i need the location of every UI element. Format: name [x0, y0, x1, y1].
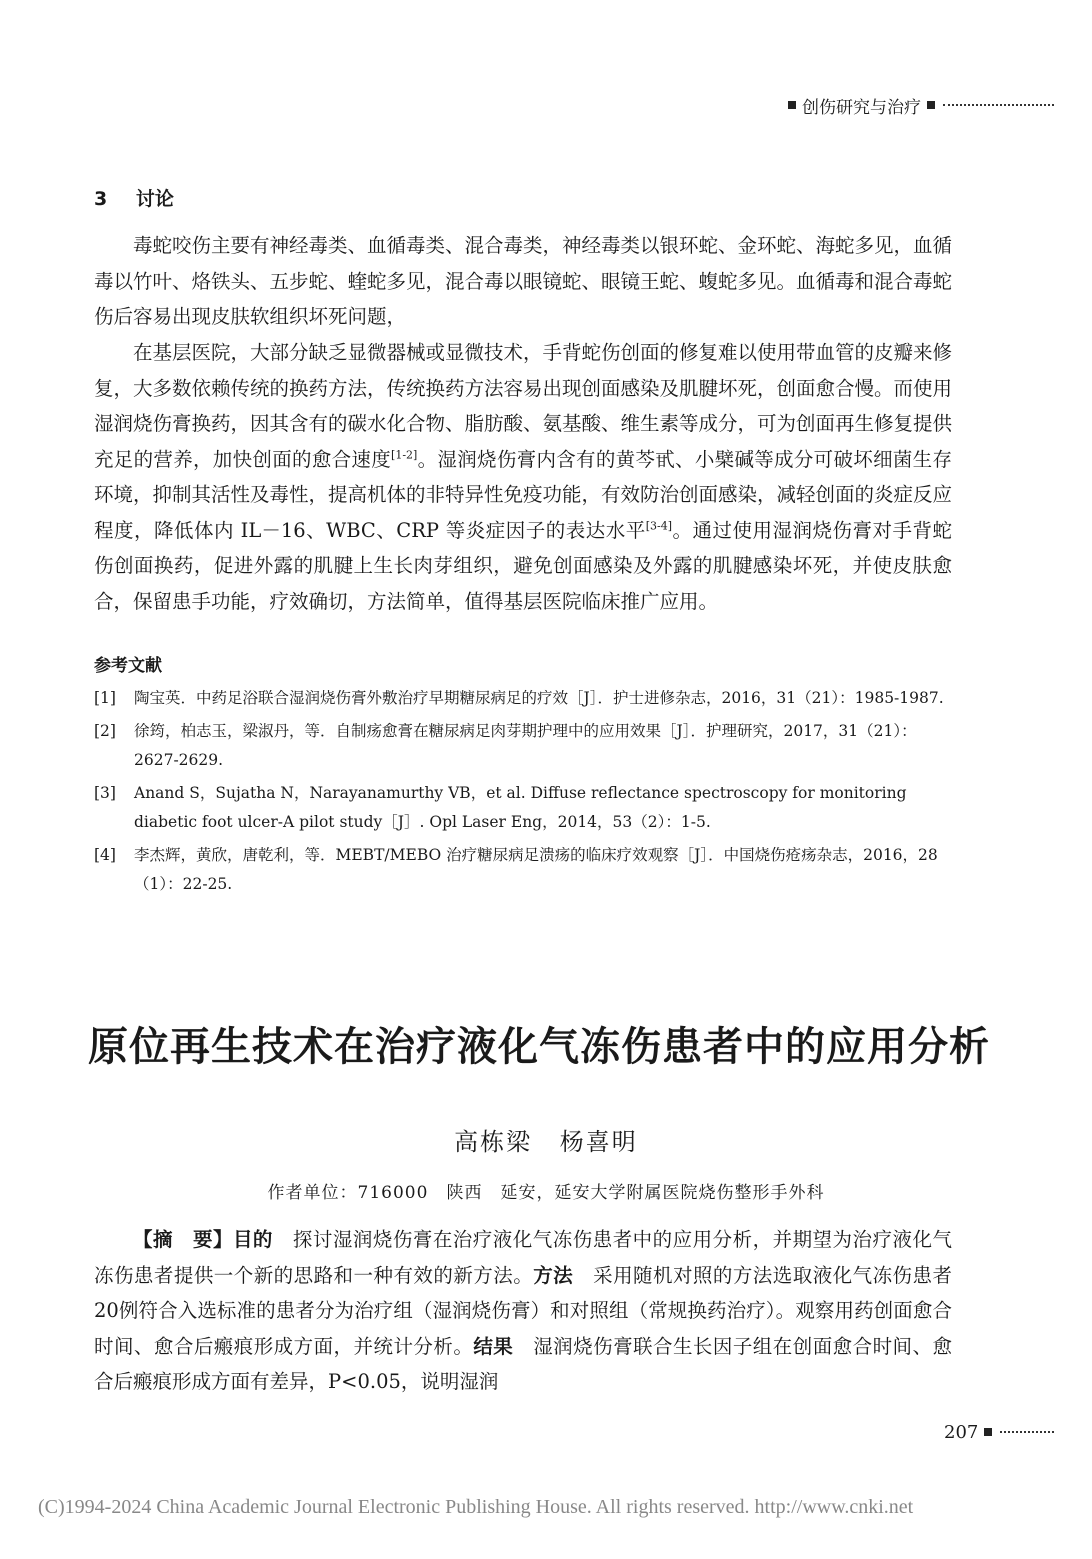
abstract-method-label: 方法: [533, 1263, 574, 1287]
article-authors: 高栋梁 杨喜明: [454, 1128, 638, 1156]
reference-text: 李杰辉，黄欣，唐乾利，等．MEBT/MEBO 治疗糖尿病足溃疡的临床疗效观察［J］．中国烧伤疮疡杂志，2016，28（1）：22-25.: [134, 846, 938, 893]
paragraph-2: [94, 335, 952, 619]
reference-id: [4]: [94, 846, 116, 864]
references-heading: 参考文献: [94, 656, 162, 676]
reference-item: [94, 684, 954, 713]
section-label: 创伤研究与治疗: [802, 97, 921, 118]
reference-id: [2]: [94, 722, 116, 740]
paragraph-2-part-b: 。湿润烧伤膏内含有的黄芩甙、小檗碱等成分可破坏细菌生存环境，抑制其活性及毒性，提高机体的非特异性免疫功能，有效防治创面感染，减轻创面的炎症反应程度，降低体内 IL－16、WBC、CRP 等炎症因子的表达水平: [94, 447, 953, 542]
citation-3-4[interactable]: [3-4]: [645, 519, 672, 532]
dotted-rule: [943, 104, 1054, 106]
citation-1-2[interactable]: [1-2]: [391, 448, 418, 461]
page-footer: [944, 1421, 1054, 1443]
reference-text: Anand S，Sujatha N，Narayanamurthy VB，et al. Diffuse reflectance spectroscopy for monitoring diabetic foot ulcer-A pilot study［J］. Opl Laser Eng，2014，53（2）：1-5.: [134, 784, 907, 831]
reference-id: [3]: [94, 784, 116, 802]
abstract-result: 湿润烧伤膏联合生长因子组在创面愈合时间、愈合后瘢痕形成方面有差异，P<0.05，说明湿润: [94, 1334, 952, 1393]
author-affiliation: 作者单位：716000 陕西 延安，延安大学附属医院烧伤整形手外科: [267, 1183, 825, 1203]
page-number: 207: [944, 1421, 979, 1443]
square-bullet-icon: [984, 1428, 992, 1436]
section-title: 讨论: [135, 188, 174, 210]
abstract-purpose: 探讨湿润烧伤膏在治疗液化气冻伤患者中的应用分析，并期望为治疗液化气冻伤患者提供一个新的思路和一种有效的新方法。: [94, 1228, 952, 1287]
reference-text: 徐筠，柏志玉，梁淑丹，等．自制疡愈膏在糖尿病足肉芽期护理中的应用效果［J］．护理研究，2017，31（21）：2627-2629.: [134, 722, 917, 769]
paragraph-1: 毒蛇咬伤主要有神经毒类、血循毒类、混合毒类，神经毒类以银环蛇、金环蛇、海蛇多见，血循毒以竹叶、烙铁头、五步蛇、蝰蛇多见，混合毒以眼镜蛇、眼镜王蛇、蝮蛇多见。血循毒和混合毒蛇伤后容易出现皮肤软组织坏死问题，: [94, 234, 953, 328]
section-heading: [94, 184, 174, 211]
reference-item: [94, 841, 954, 899]
abstract-label: 【摘 要】: [133, 1228, 233, 1251]
running-header: [782, 94, 1054, 116]
abstract: [94, 1222, 952, 1400]
dotted-rule: [1000, 1431, 1054, 1433]
abstract-result-label: 结果: [473, 1334, 514, 1358]
square-bullet-icon: [927, 101, 935, 109]
reference-item: [94, 717, 954, 775]
reference-list: [94, 684, 954, 903]
reference-text: 陶宝英．中药足浴联合湿润烧伤膏外敷治疗早期糖尿病足的疗效［J］．护士进修杂志，2016，31（21）：1985-1987.: [134, 689, 944, 707]
article-title: 原位再生技术在治疗液化气冻伤患者中的应用分析: [88, 1024, 990, 1070]
section-number: 3: [94, 188, 108, 210]
paragraph-2-part-a: 在基层医院，大部分缺乏显微器械或显微技术，手背蛇伤创面的修复难以使用带血管的皮瓣来修复，大多数依赖传统的换药方法，传统换药方法容易出现创面感染及肌腱坏死，创面愈合慢。而使用湿润烧伤膏换药，因其含有的碳水化合物、脂肪酸、氨基酸、维生素等成分，可为创面再生修复提供充足的营养，加快创面的愈合速度: [94, 341, 953, 471]
reference-id: [1]: [94, 689, 116, 707]
abstract-method: 采用随机对照的方法选取液化气冻伤患者20例符合入选标准的患者分为治疗组（湿润烧伤膏）和对照组（常规换药治疗）。观察用药创面愈合时间、愈合后瘢痕形成方面，并统计分析。: [94, 1263, 952, 1358]
square-bullet-icon: [788, 101, 796, 109]
abstract-purpose-label: 目的: [232, 1228, 273, 1251]
copyright-line: (C)1994-2024 China Academic Journal Electronic Publishing House. All rights reserved. http://www.cnki.net: [38, 1496, 914, 1518]
reference-item: [94, 779, 954, 837]
paragraph-2-part-c: 。通过使用湿润烧伤膏对手背蛇伤创面换药，促进外露的肌腱上生长肉芽组织，避免创面感染及外露的肌腱感染坏死，并使皮肤愈合，保留患手功能，疗效确切，方法简单，值得基层医院临床推广应用。: [94, 518, 952, 613]
